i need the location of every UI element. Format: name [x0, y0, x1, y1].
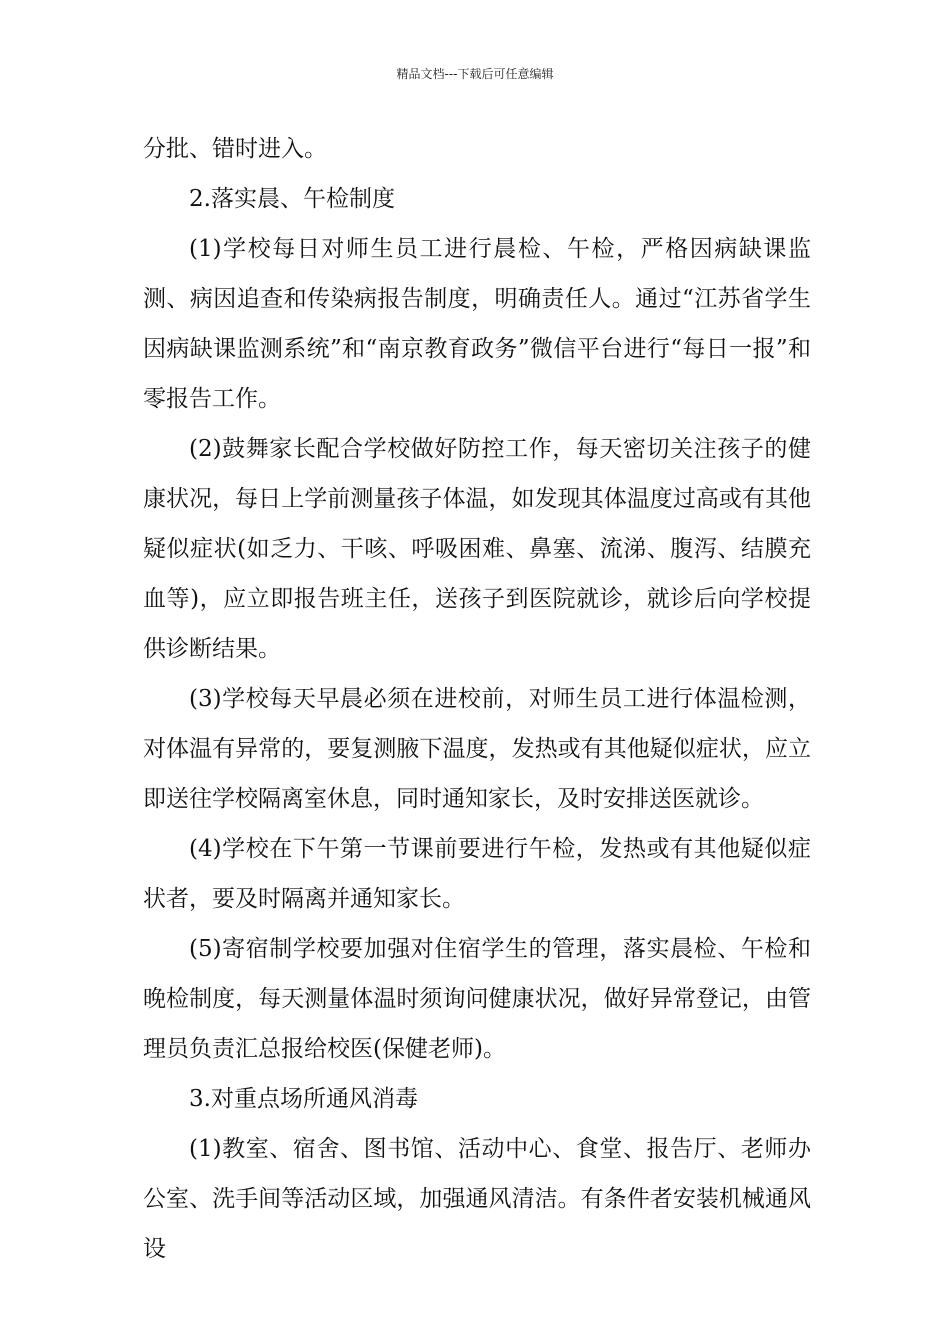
section-heading-ventilation: 3.对重点场所通风消毒: [189, 1086, 418, 1112]
paragraph-item-2: (2)鼓舞家长配合学校做好防控工作，每天密切关注孩子的健康状况，每日上学前测量孩子体温，如发现其体温度过高或有其他疑似症状(如乏力、干咳、呼吸困难、鼻塞、流涕、腹泻、结膜充血等)，应立即报告班主任，送孩子到医院就诊，就诊后向学校提供诊断结果。: [143, 436, 811, 662]
paragraph-continuation: 分批、错时进入。: [143, 136, 327, 162]
paragraph-ventilation-item-1: (1)教室、宿舍、图书馆、活动中心、食堂、报告厅、老师办公室、洗手间等活动区域，加强通风清洁。有条件者安装机械通风设: [143, 1136, 811, 1262]
document-body: [143, 124, 811, 1274]
section-heading-morning-noon-check: 2.落实晨、午检制度: [189, 186, 395, 212]
page-header: 精品文档---下载后可任意编辑: [396, 67, 554, 81]
paragraph-item-5: (5)寄宿制学校要加强对住宿学生的管理，落实晨检、午检和晚检制度，每天测量体温时须询问健康状况，做好异常登记，由管理员负责汇总报给校医(保健老师)。: [143, 936, 811, 1062]
paragraph-item-1: (1)学校每日对师生员工进行晨检、午检，严格因病缺课监测、病因追查和传染病报告制度，明确责任人。通过“江苏省学生因病缺课监测系统”和“南京教育政务”微信平台进行“每日一报”和零报告工作。: [143, 236, 811, 412]
paragraph-item-4: (4)学校在下午第一节课前要进行午检，发热或有其他疑似症状者，要及时隔离并通知家长。: [143, 836, 811, 912]
paragraph-item-3: (3)学校每天早晨必须在进校前，对师生员工进行体温检测，对体温有异常的，要复测腋下温度，发热或有其他疑似症状，应立即送往学校隔离室休息，同时通知家长，及时安排送医就诊。: [143, 686, 811, 812]
